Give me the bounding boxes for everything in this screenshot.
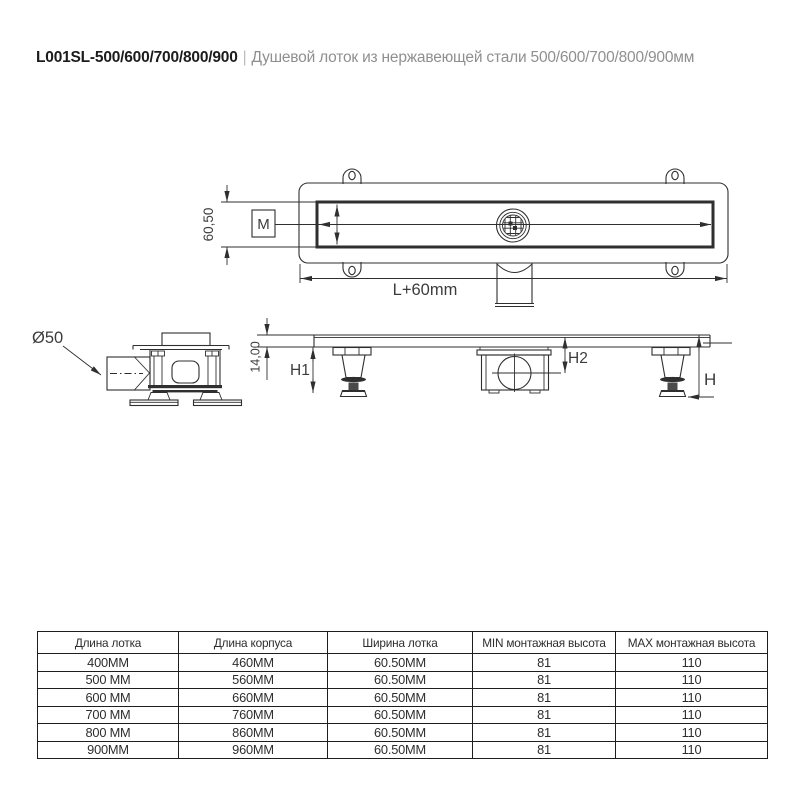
technical-drawing	[0, 140, 800, 440]
table-cell: 81	[473, 689, 616, 707]
table-cell: 60.50MM	[328, 706, 473, 724]
table-cell: 81	[473, 724, 616, 742]
table-cell: 110	[616, 706, 768, 724]
table-row	[38, 671, 768, 689]
thickness-dim-text: 14,00	[248, 341, 263, 373]
side-view	[249, 318, 733, 397]
table-cell: 960MM	[179, 741, 328, 759]
col-header-tray-width: Ширина лотка	[328, 632, 473, 654]
m-dimension	[252, 210, 711, 237]
table-cell: 860MM	[179, 724, 328, 742]
spec-table-header-row	[38, 632, 768, 654]
mounting-ear	[666, 262, 684, 277]
col-header-tray-length: Длина лотка	[38, 632, 179, 654]
page-title	[36, 49, 694, 67]
h-label: H	[704, 370, 717, 389]
mounting-ear	[343, 262, 361, 277]
table-row	[38, 689, 768, 707]
channel-cross-section	[162, 333, 210, 346]
h1-label: H1	[290, 362, 310, 379]
end-view	[32, 329, 242, 406]
table-cell: 60.50MM	[328, 689, 473, 707]
product-description: Душевой лоток из нержавеющей стали 500/600/700/800/900мм	[251, 49, 695, 66]
table-row	[38, 654, 768, 672]
table-cell: 110	[616, 671, 768, 689]
diameter-label: Ø50	[32, 329, 64, 347]
table-cell: 110	[616, 741, 768, 759]
h1-dimension	[290, 347, 313, 393]
table-cell: 600 MM	[38, 689, 179, 707]
table-cell: 60.50MM	[328, 671, 473, 689]
m-label: M	[257, 216, 270, 233]
length-dimension	[300, 264, 727, 299]
table-cell: 700 MM	[38, 706, 179, 724]
col-header-max-height: MAX монтажная высота	[616, 632, 768, 654]
drain-grate	[497, 209, 530, 242]
table-cell: 81	[473, 654, 616, 672]
table-cell: 110	[616, 724, 768, 742]
table-cell: 60.50MM	[328, 724, 473, 742]
table-row	[38, 706, 768, 724]
trap-body	[477, 347, 561, 393]
title-separator: |	[242, 49, 247, 66]
width-dim-text: 60,50	[201, 207, 216, 242]
table-cell: 760MM	[179, 706, 328, 724]
h2-dimension	[565, 337, 588, 373]
table-cell: 400MM	[38, 654, 179, 672]
siphon-window	[172, 361, 199, 383]
adjustable-foot	[333, 348, 371, 397]
table-cell: 110	[616, 654, 768, 672]
spec-table	[37, 631, 768, 759]
table-cell: 110	[616, 689, 768, 707]
table-row	[38, 724, 768, 742]
table-cell: 81	[473, 671, 616, 689]
model-number: L001SL-500/600/700/800/900	[36, 49, 238, 66]
foot-plate	[194, 400, 242, 406]
diameter-leader	[63, 346, 101, 375]
table-cell: 560MM	[179, 671, 328, 689]
col-header-min-height: MIN монтажная высота	[473, 632, 616, 654]
table-row	[38, 741, 768, 759]
table-cell: 500 MM	[38, 671, 179, 689]
adjustable-foot	[652, 348, 690, 397]
table-cell: 460MM	[179, 654, 328, 672]
top-view	[201, 169, 728, 307]
table-cell: 60.50MM	[328, 654, 473, 672]
table-cell: 81	[473, 741, 616, 759]
table-cell: 800 MM	[38, 724, 179, 742]
h-dimension	[688, 335, 716, 397]
h2-label: H2	[568, 350, 588, 367]
table-cell: 60.50MM	[328, 741, 473, 759]
mounting-ear	[343, 169, 361, 184]
bottom-outlet	[495, 264, 534, 307]
col-header-body-length: Длина корпуса	[179, 632, 328, 654]
table-cell: 81	[473, 706, 616, 724]
length-dim-text: L+60mm	[392, 281, 458, 299]
mounting-ear	[666, 169, 684, 184]
table-cell: 660MM	[179, 689, 328, 707]
table-cell: 900MM	[38, 741, 179, 759]
foot-plate	[130, 400, 178, 406]
